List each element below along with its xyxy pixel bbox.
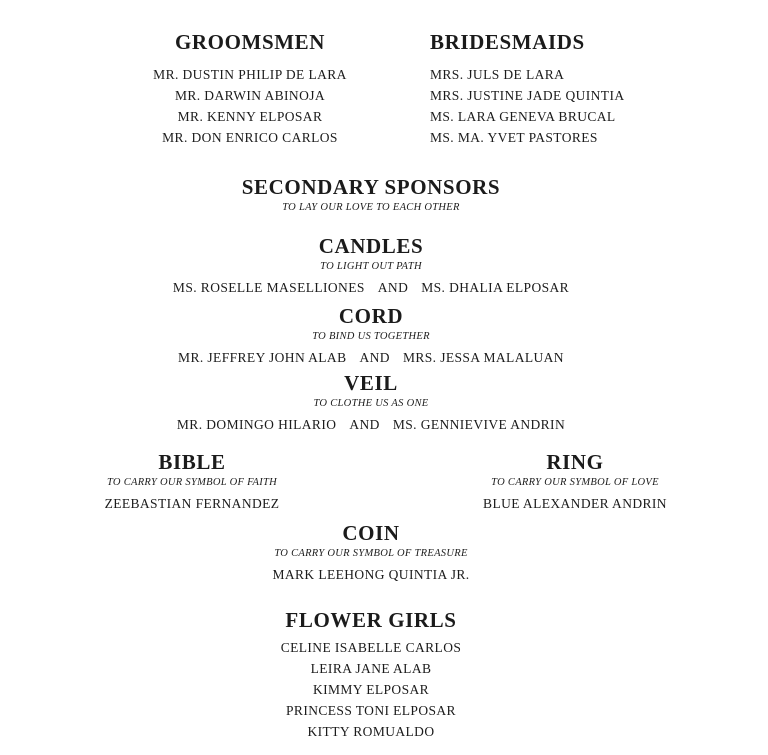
groomsman-name: MR. DARWIN ABINOJA [174, 88, 326, 103]
veil-sponsors [0, 415, 742, 435]
groomsman-name: MR. KENNY ELPOSAR [177, 109, 323, 124]
flower-girl-name: KIMMY ELPOSAR [312, 682, 430, 697]
bridesmaids-name-list [430, 64, 730, 148]
coin-title: COIN [342, 521, 400, 545]
veil-sponsor-right: MS. GENNIEVIVE ANDRIN [392, 417, 566, 432]
veil-conjunction: AND [349, 417, 380, 432]
bible-bearer-name: ZEEBASTIAN FERNANDEZ [104, 496, 280, 511]
cord-title: CORD [338, 304, 404, 328]
cord-sponsors [0, 348, 742, 368]
candles-section [0, 234, 742, 298]
groomsmen-section [100, 30, 400, 148]
candles-title: CANDLES [318, 234, 424, 258]
secondary-sponsors-subtitle: TO LAY OUR LOVE TO EACH OTHER [282, 202, 460, 213]
secondary-sponsors-section [0, 175, 742, 215]
flower-girls-section [0, 608, 742, 742]
bridesmaids-section [430, 30, 730, 148]
cord-sponsor-right: MRS. JESSA MALALUAN [402, 350, 564, 365]
groomsmen-title: GROOMSMEN [174, 30, 326, 54]
coin-bearer-name: MARK LEEHONG QUINTIA JR. [272, 567, 470, 582]
bible-subtitle: TO CARRY OUR SYMBOL OF FAITH [106, 477, 278, 488]
cord-subtitle: TO BIND US TOGETHER [312, 331, 430, 342]
veil-subtitle: TO CLOTHE US AS ONE [313, 398, 429, 409]
groomsman-name: MR. DON ENRICO CARLOS [162, 130, 338, 145]
cord-section [0, 304, 742, 368]
veil-title: VEIL [344, 371, 398, 395]
ring-section [384, 450, 766, 514]
cord-conjunction: AND [359, 350, 390, 365]
cord-sponsor-left: MR. JEFFREY JOHN ALAB [178, 350, 347, 365]
coin-section [0, 521, 742, 585]
flower-girl-name: PRINCESS TONI ELPOSAR [286, 703, 456, 718]
veil-sponsor-left: MR. DOMINGO HILARIO [176, 417, 337, 432]
candles-sponsor-left: MS. ROSELLE MASELLIONES [172, 280, 365, 295]
coin-subtitle: TO CARRY OUR SYMBOL OF TREASURE [274, 548, 468, 559]
groomsmen-name-list [100, 64, 400, 148]
bridesmaid-name: MS. LARA GENEVA BRUCAL [430, 109, 616, 124]
secondary-sponsors-title: SECONDARY SPONSORS [241, 175, 501, 199]
bridesmaid-name: MRS. JULS DE LARA [430, 67, 565, 82]
flower-girls-name-list [0, 637, 742, 742]
bridesmaids-title: BRIDESMAIDS [430, 30, 585, 54]
bridesmaid-name: MS. MA. YVET PASTORES [430, 130, 598, 145]
flower-girl-name: KITTY ROMUALDO [307, 724, 435, 739]
flower-girl-name: CELINE ISABELLE CARLOS [280, 640, 462, 655]
candles-subtitle: TO LIGHT OUT PATH [320, 261, 422, 272]
groomsman-name: MR. DUSTIN PHILIP DE LARA [153, 67, 347, 82]
flower-girl-name: LEIRA JANE ALAB [310, 661, 432, 676]
candles-sponsors [0, 278, 742, 298]
ring-title: RING [546, 450, 604, 474]
ring-bearer-name: BLUE ALEXANDER ANDRIN [483, 496, 667, 511]
flower-girls-title: FLOWER GIRLS [285, 608, 457, 632]
bible-section [0, 450, 384, 514]
bridesmaid-name: MRS. JUSTINE JADE QUINTIA [430, 88, 625, 103]
candles-sponsor-right: MS. DHALIA ELPOSAR [421, 280, 570, 295]
ring-subtitle: TO CARRY OUR SYMBOL OF LOVE [491, 477, 659, 488]
bible-title: BIBLE [158, 450, 226, 474]
candles-conjunction: AND [377, 280, 409, 295]
veil-section [0, 371, 742, 435]
